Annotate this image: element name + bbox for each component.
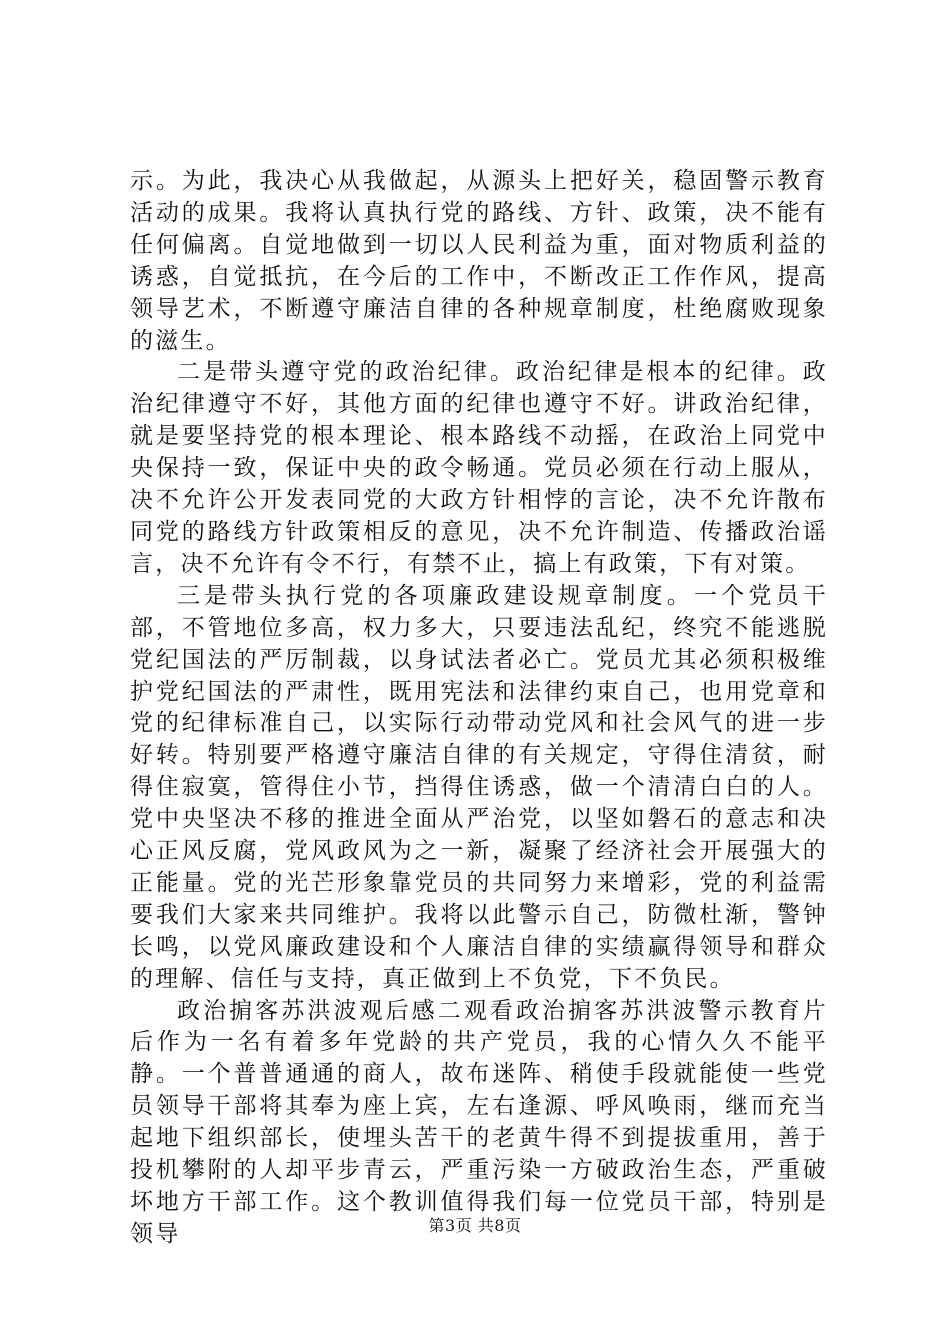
document-body — [130, 166, 828, 1251]
paragraph-reflection-two: 政治掮客苏洪波观后感二观看政治掮客苏洪波警示教育片后作为一名有着多年党龄的共产党员，我的心情久久不能平静。一个普普通通的商人，故布迷阵、稍使手段就能使一些党员领导干部将其奉为座上宾，左右逢源、呼风唤雨，继而充当起地下组织部长，使埋头苦干的老黄牛得不到提拔重用，善于投机攀附的人却平步青云，严重污染一方破政治生态，严重破坏地方干部工作。这个教训值得我们每一位党员干部，特别是领导 — [130, 997, 828, 1247]
paragraph-political-discipline: 二是带头遵守党的政治纪律。政治纪律是根本的纪律。政治纪律遵守不好，其他方面的纪律也遵守不好。讲政治纪律，就是要坚持党的根本理论、根本路线不动摇，在政治上同党中央保持一致，保证中央的政令畅通。党员必须在行动上服从，决不允许公开发表同党的大政方针相悖的言论，决不允许散布同党的路线方针政策相反的意见，决不允许制造、传播政治谣言，决不允许有令不行，有禁不止，搞上有政策，下有对策。 — [130, 359, 828, 577]
page-number-footer: 第3页 共8页 — [428, 1216, 522, 1235]
paragraph-continuation: 示。为此，我决心从我做起，从源头上把好关，稳固警示教育活动的成果。我将认真执行党的路线、方针、政策，决不能有任何偏离。自觉地做到一切以人民利益为重，面对物质利益的诱惑，自觉抵抗，在今后的工作中，不断改正工作作风，提高领导艺术，不断遵守廉洁自律的各种规章制度，杜绝腐败现象的滋生。 — [130, 168, 828, 354]
paragraph-integrity-rules: 三是带头执行党的各项廉政建设规章制度。一个党员干部，不管地位多高，权力多大，只要违法乱纪，终究不能逃脱党纪国法的严厉制裁，以身试法者必亡。党员尤其必须积极维护党纪国法的严肃性，既用宪法和法律约束自己，也用党章和党的纪律标准自己，以实际行动带动党风和社会风气的进一步好转。特别要严格遵守廉洁自律的有关规定，守得住清贫，耐得住寂寞，管得住小节，挡得住诱惑，做一个清清白白的人。党中央坚决不移的推进全面从严治党，以坚如磐石的意志和决心正风反腐，党风政风为之一新，凝聚了经济社会开展强大的正能量。党的光芒形象靠党员的共同努力来增彩，党的利益需要我们大家来共同维护。我将以此警示自己，防微杜渐，警钟长鸣，以党风廉政建设和个人廉洁自律的实绩赢得领导和群众的理解、信任与支持，真正做到上不负党，下不负民。 — [130, 582, 828, 992]
